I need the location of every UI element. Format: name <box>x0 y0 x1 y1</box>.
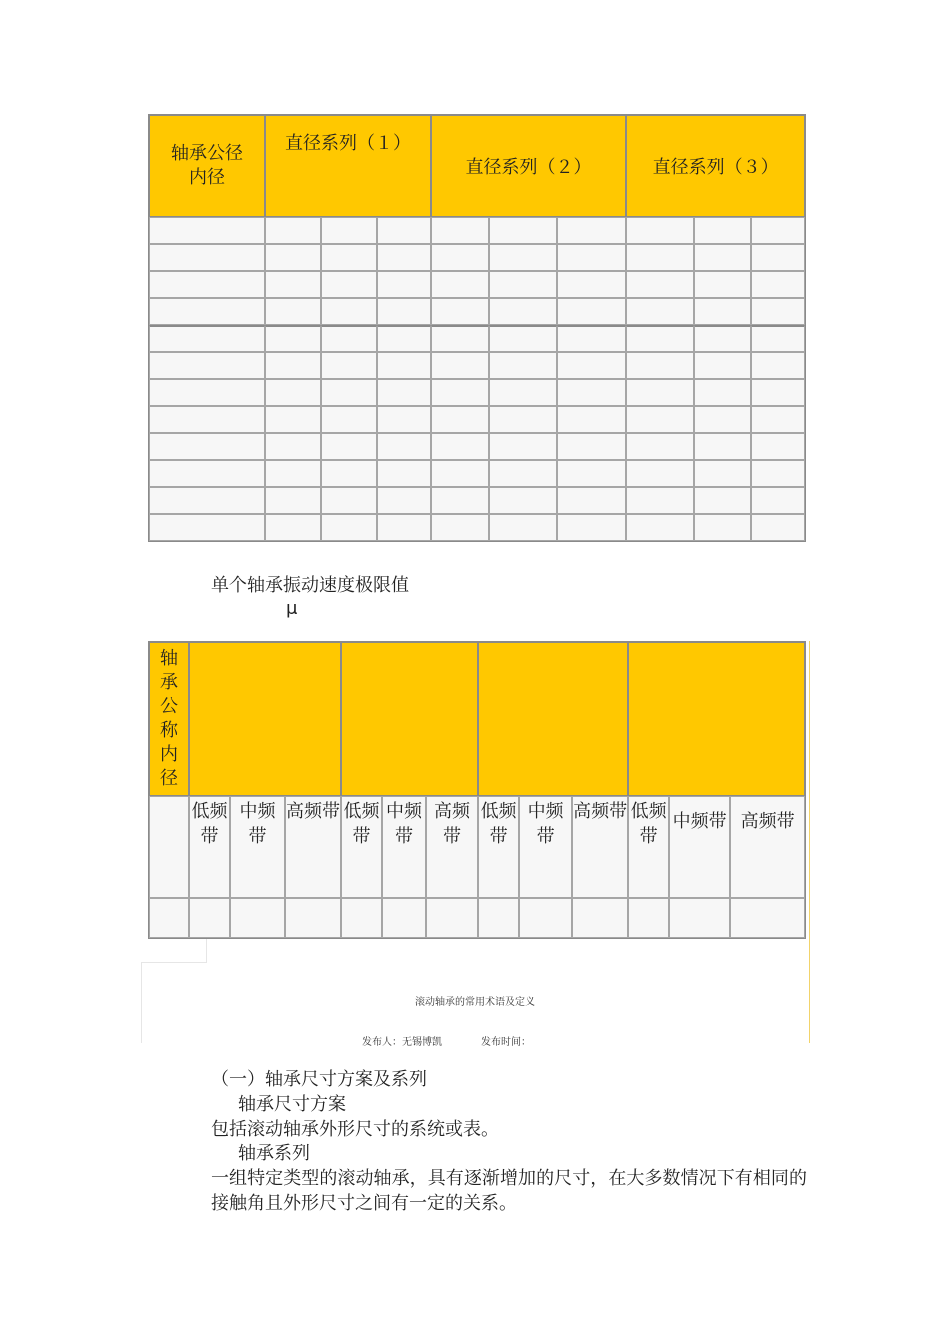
table-cell <box>751 514 805 541</box>
table-cell <box>557 460 626 487</box>
table-cell <box>321 217 377 244</box>
table-cell <box>489 298 557 325</box>
table-cell <box>489 487 557 514</box>
table-cell <box>751 325 805 352</box>
table-cell <box>431 244 489 271</box>
frequency-band-header: 低频带 <box>189 796 230 898</box>
table-cell <box>382 898 426 938</box>
table-cell <box>626 217 694 244</box>
table-cell <box>694 298 751 325</box>
table-cell <box>669 898 730 938</box>
table-cell <box>149 271 265 298</box>
table-cell <box>628 898 669 938</box>
table-cell <box>265 352 321 379</box>
table-cell <box>377 433 431 460</box>
table-cell <box>694 514 751 541</box>
table-cell <box>321 298 377 325</box>
table-cell <box>694 352 751 379</box>
table-cell <box>321 325 377 352</box>
table-cell <box>557 271 626 298</box>
table-cell <box>489 433 557 460</box>
table-cell <box>431 433 489 460</box>
frequency-band-header: 低频带 <box>341 796 382 898</box>
table-cell <box>321 460 377 487</box>
table-cell <box>149 325 265 352</box>
table-cell <box>321 244 377 271</box>
section-heading: （一）轴承尺寸方案及系列 <box>211 1069 427 1090</box>
term-definition-series: 一组特定类型的滚动轴承，具有逐渐增加的尺寸，在大多数情况下有相同的接触角且外形尺寸之间有一定的关系。 <box>211 1168 807 1214</box>
table-cell <box>431 460 489 487</box>
table-cell <box>265 325 321 352</box>
table-cell <box>149 217 265 244</box>
table-row <box>149 487 805 514</box>
table-cell <box>377 271 431 298</box>
term-title-series: 轴承系列 <box>238 1143 310 1164</box>
vibration-limit-caption: 单个轴承振动速度极限值 <box>211 575 409 596</box>
table-cell <box>626 379 694 406</box>
table-cell <box>557 514 626 541</box>
frequency-band-header: 低频带 <box>478 796 519 898</box>
header-diameter-series-2: 直径系列（２） <box>431 115 626 217</box>
table-cell <box>321 379 377 406</box>
data-row <box>149 898 805 938</box>
diameter-series-table <box>148 114 806 542</box>
diameter-series-table-body <box>149 217 805 541</box>
table-cell <box>626 460 694 487</box>
frequency-band-header: 中频带 <box>669 796 730 898</box>
table-cell <box>489 217 557 244</box>
frequency-band-header: 高频带 <box>426 796 478 898</box>
table-row <box>149 460 805 487</box>
table-cell <box>377 460 431 487</box>
table-cell <box>751 406 805 433</box>
table-cell <box>489 352 557 379</box>
table-cell <box>694 379 751 406</box>
table-cell <box>377 352 431 379</box>
table-cell <box>626 244 694 271</box>
table-cell <box>321 271 377 298</box>
table-cell <box>751 298 805 325</box>
frequency-band-header: 中频带 <box>382 796 426 898</box>
table-cell <box>149 433 265 460</box>
frame-right-edge <box>809 641 810 1043</box>
table-cell <box>265 271 321 298</box>
table-cell <box>431 514 489 541</box>
table-cell <box>489 406 557 433</box>
table-cell <box>377 487 431 514</box>
table-cell <box>751 352 805 379</box>
table-cell <box>149 379 265 406</box>
table-cell <box>489 514 557 541</box>
table-cell <box>751 460 805 487</box>
table-cell <box>431 271 489 298</box>
table-cell <box>557 298 626 325</box>
table-cell <box>751 244 805 271</box>
table-cell <box>519 898 572 938</box>
table-cell <box>149 244 265 271</box>
vibration-velocity-table <box>148 641 806 939</box>
frame-line <box>206 938 207 962</box>
table-cell <box>694 406 751 433</box>
table-row <box>149 298 805 325</box>
table-cell <box>489 244 557 271</box>
table-cell <box>321 352 377 379</box>
table-cell <box>377 514 431 541</box>
table-cell <box>557 325 626 352</box>
table-row <box>149 514 805 541</box>
publish-time-label: 发布时间： <box>481 1037 531 1048</box>
table-cell <box>377 325 431 352</box>
table-row <box>149 433 805 460</box>
table-cell <box>478 898 519 938</box>
table-cell <box>189 898 230 938</box>
table-cell <box>694 217 751 244</box>
table-cell <box>265 433 321 460</box>
group-header-1 <box>189 642 341 796</box>
table-cell <box>377 217 431 244</box>
table-row <box>149 379 805 406</box>
table-cell <box>694 433 751 460</box>
table-cell <box>489 379 557 406</box>
table-cell <box>285 898 341 938</box>
table-cell <box>377 244 431 271</box>
table-row <box>149 352 805 379</box>
table-cell <box>265 379 321 406</box>
table-cell <box>557 433 626 460</box>
table-cell <box>230 898 285 938</box>
table-cell <box>751 217 805 244</box>
table-row <box>149 406 805 433</box>
table-cell <box>751 271 805 298</box>
frequency-band-header: 中频带 <box>519 796 572 898</box>
table-cell <box>149 514 265 541</box>
table-cell <box>694 244 751 271</box>
table-cell <box>557 244 626 271</box>
table-cell <box>321 406 377 433</box>
bearing-nominal-bore-label <box>149 642 189 796</box>
table-cell <box>377 298 431 325</box>
table-cell <box>557 217 626 244</box>
table-cell <box>265 487 321 514</box>
table-cell <box>265 244 321 271</box>
table-cell <box>431 217 489 244</box>
table-cell <box>489 325 557 352</box>
table-cell <box>149 406 265 433</box>
table-cell <box>626 433 694 460</box>
frame-line <box>141 962 207 963</box>
table-cell <box>431 298 489 325</box>
frequency-band-header: 低频带 <box>628 796 669 898</box>
table-cell <box>431 487 489 514</box>
table-cell <box>265 514 321 541</box>
header-diameter-series-1: 直径系列（１） <box>265 115 431 217</box>
table-cell <box>751 379 805 406</box>
table-cell <box>751 433 805 460</box>
table-cell <box>489 271 557 298</box>
table-cell <box>149 460 265 487</box>
table-cell <box>431 406 489 433</box>
table-cell <box>341 898 382 938</box>
doc-title: 滚动轴承的常用术语及定义 <box>415 997 535 1008</box>
group-header-3 <box>478 642 628 796</box>
frequency-band-header: 高频带 <box>730 796 805 898</box>
table-cell <box>626 487 694 514</box>
table-cell <box>377 379 431 406</box>
table-cell <box>557 379 626 406</box>
table-cell <box>557 487 626 514</box>
table-cell <box>431 352 489 379</box>
group-header-4 <box>628 642 805 796</box>
table-cell <box>321 433 377 460</box>
table-cell <box>557 352 626 379</box>
table-cell <box>626 298 694 325</box>
publisher-label: 发布人：无锡博凯 <box>362 1037 442 1048</box>
table-cell <box>265 298 321 325</box>
table-cell <box>694 487 751 514</box>
frequency-band-row <box>149 796 805 898</box>
table-cell <box>489 460 557 487</box>
table-cell <box>265 460 321 487</box>
header-diameter-series-3: 直径系列（３） <box>626 115 805 217</box>
frequency-band-header: 高频带 <box>285 796 341 898</box>
table-cell <box>626 271 694 298</box>
table-cell <box>265 217 321 244</box>
term-title-scheme: 轴承尺寸方案 <box>238 1094 346 1115</box>
frequency-band-header: 高频带 <box>572 796 628 898</box>
table-cell <box>694 271 751 298</box>
table-cell <box>149 487 265 514</box>
term-definition-scheme: 包括滚动轴承外形尺寸的系统或表。 <box>211 1119 499 1140</box>
empty-cell <box>149 796 189 898</box>
table-cell <box>626 514 694 541</box>
table-cell <box>626 406 694 433</box>
table-cell <box>149 298 265 325</box>
table-cell <box>431 325 489 352</box>
group-header-2 <box>341 642 478 796</box>
table-cell <box>730 898 805 938</box>
unit-caption: μ <box>286 598 298 619</box>
table-row <box>149 325 805 352</box>
table-cell <box>321 487 377 514</box>
table-row <box>149 217 805 244</box>
table-row <box>149 244 805 271</box>
table-cell <box>557 406 626 433</box>
table-cell <box>694 460 751 487</box>
table-cell <box>377 406 431 433</box>
table-cell <box>626 352 694 379</box>
table-cell <box>265 406 321 433</box>
table-cell <box>431 379 489 406</box>
header-bearing-bore: 轴承公径内径 <box>149 115 265 217</box>
table-cell <box>149 352 265 379</box>
frequency-band-header: 中频带 <box>230 796 285 898</box>
table-cell <box>426 898 478 938</box>
table-cell <box>751 487 805 514</box>
table-cell <box>321 514 377 541</box>
table-cell <box>694 325 751 352</box>
table-cell <box>572 898 628 938</box>
table-cell <box>149 898 189 938</box>
bearing-nominal-bore-text: 轴承公称内径 <box>160 648 178 789</box>
table-cell <box>626 325 694 352</box>
table-row <box>149 271 805 298</box>
